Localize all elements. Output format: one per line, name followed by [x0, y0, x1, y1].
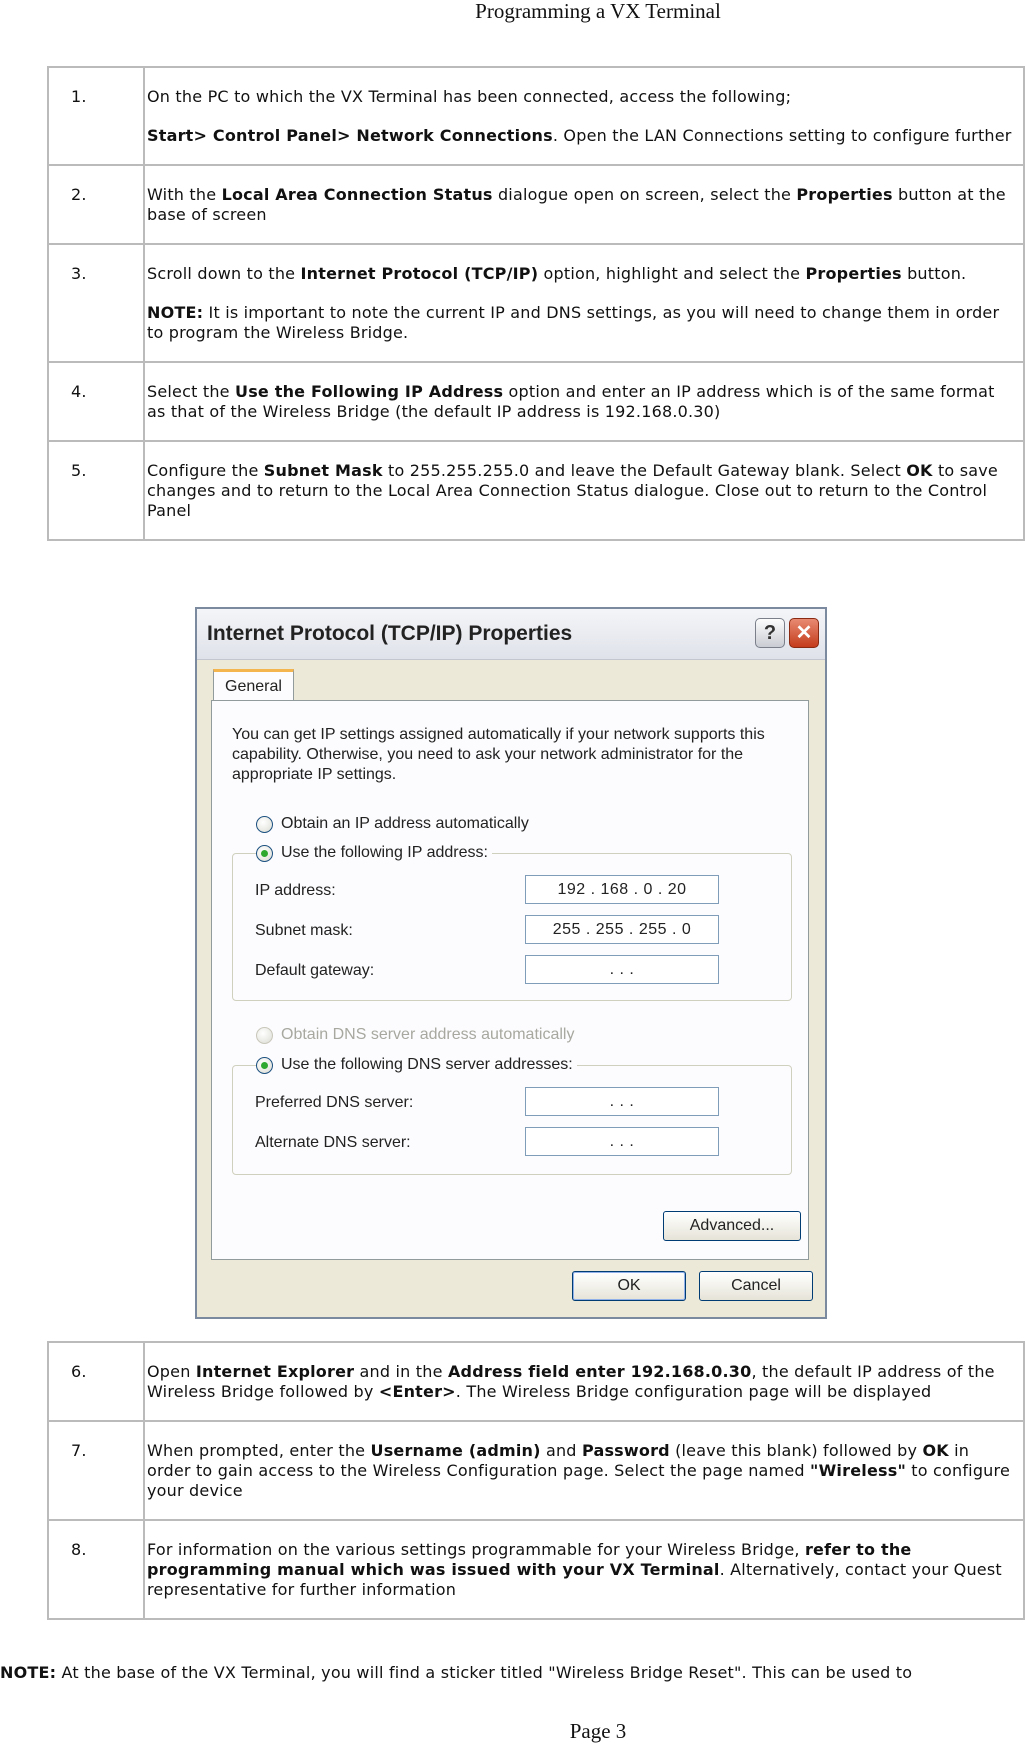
- step-text: [144, 362, 1024, 441]
- step-text: [144, 67, 1024, 165]
- preferred-dns-field[interactable]: . . .: [525, 1087, 719, 1116]
- intro-text: You can get IP settings assigned automatically if your network supports this capability. Otherwise, you need to ask your network administrator for the appropriate IP settings.: [232, 726, 765, 783]
- text-run: When prompted, enter the: [147, 1441, 371, 1460]
- bold-text: Password: [581, 1441, 670, 1460]
- bold-text: Use the Following IP Address: [235, 382, 504, 401]
- ip-address-field[interactable]: 192 . 168 . 0 . 20: [525, 875, 719, 904]
- cancel-button[interactable]: Cancel: [699, 1271, 813, 1301]
- text-run: to save changes and to return to the Local Area Connection Status dialogue. Close out to return to the Control Panel: [147, 461, 998, 520]
- default-gateway-label: Default gateway:: [255, 962, 375, 979]
- text-run: , the default IP address of the Wireless Bridge followed by: [147, 1362, 995, 1401]
- preferred-dns-label: Preferred DNS server:: [255, 1094, 414, 1111]
- text-run: (leave this blank) followed by: [669, 1441, 923, 1460]
- text-run: and in the: [354, 1362, 448, 1381]
- step-text: [144, 1342, 1024, 1421]
- text-run: Scroll down to the: [147, 264, 301, 283]
- bold-text: Properties: [805, 264, 902, 283]
- step-text: [144, 1421, 1024, 1520]
- bold-text: Start> Control Panel> Network Connections: [147, 126, 553, 145]
- bold-text: Properties: [796, 185, 893, 204]
- radio-circle-checked[interactable]: [256, 1057, 273, 1074]
- step-text: [144, 441, 1024, 540]
- help-button[interactable]: ?: [755, 618, 785, 648]
- step-number: 7.: [48, 1421, 144, 1520]
- text-run: On the PC to which the VX Terminal has been connected, access the following;: [147, 87, 792, 106]
- text-run: . Open the LAN Connections setting to configure further: [552, 126, 1012, 145]
- step-paragraph: [147, 185, 1017, 225]
- table-row: [48, 67, 1024, 165]
- page-number: Page 3: [569, 1719, 627, 1743]
- step-number: 2.: [48, 165, 144, 244]
- step-number: 3.: [48, 244, 144, 362]
- radio-circle-disabled[interactable]: [256, 1027, 273, 1044]
- table-row: [48, 441, 1024, 540]
- dns-groupbox: [232, 1065, 792, 1175]
- default-gateway-field[interactable]: . . .: [525, 955, 719, 984]
- step-paragraph: [147, 126, 1017, 146]
- step-number: 8.: [48, 1520, 144, 1619]
- obtain-ip-radio[interactable]: [256, 814, 529, 834]
- note-text: At the base of the VX Terminal, you will find a sticker titled "Wireless Bridge Reset". This can be used to: [56, 1663, 913, 1682]
- step-paragraph: [147, 1540, 1017, 1600]
- radio-circle-checked[interactable]: [256, 845, 273, 862]
- bold-text: Subnet Mask: [263, 461, 383, 480]
- text-run: dialogue open on screen, select the: [492, 185, 797, 204]
- text-run: to configure your device: [147, 1461, 1010, 1500]
- step-text: [144, 244, 1024, 362]
- bold-text: Internet Protocol (TCP/IP): [300, 264, 539, 283]
- text-run: . The Wireless Bridge configuration page will be displayed: [455, 1382, 932, 1401]
- bold-text: OK: [906, 461, 933, 480]
- text-run: button at the base of screen: [147, 185, 1006, 224]
- subnet-mask-field[interactable]: 255 . 255 . 255 . 0: [525, 915, 719, 944]
- use-dns-label: Use the following DNS server addresses:: [281, 1056, 573, 1073]
- text-run: Open: [147, 1362, 196, 1381]
- step-number: 1.: [48, 67, 144, 165]
- table-row: [48, 1342, 1024, 1421]
- table-row: [48, 1520, 1024, 1619]
- alternate-dns-field[interactable]: . . .: [525, 1127, 719, 1156]
- text-run: Configure the: [147, 461, 264, 480]
- bold-text: Local Area Connection Status: [221, 185, 493, 204]
- page-header: Programming a VX Terminal: [475, 0, 721, 23]
- note-label: NOTE:: [0, 1663, 57, 1682]
- text-run: in order to gain access to the Wireless Configuration page. Select the page named: [147, 1441, 970, 1480]
- step-number: 6.: [48, 1342, 144, 1421]
- steps-table-body: [48, 1342, 1024, 1619]
- use-ip-label: Use the following IP address:: [281, 844, 488, 861]
- steps-table-1: [47, 66, 1025, 541]
- obtain-dns-radio[interactable]: [256, 1025, 574, 1045]
- use-ip-radio[interactable]: [256, 843, 492, 863]
- text-run: . Alternatively, contact your Quest representative for further information: [147, 1560, 1002, 1599]
- step-paragraph: [147, 1441, 1017, 1501]
- step-paragraph: [147, 382, 1017, 422]
- steps-table-2: [47, 1341, 1025, 1620]
- table-row: [48, 362, 1024, 441]
- bold-text: Username (admin): [370, 1441, 541, 1460]
- step-paragraph: [147, 1362, 1017, 1402]
- step-paragraph: [147, 264, 1017, 284]
- table-row: [48, 165, 1024, 244]
- text-run: and: [540, 1441, 582, 1460]
- step-number: 4.: [48, 362, 144, 441]
- tab-strip: [209, 667, 813, 701]
- bold-text: OK: [922, 1441, 949, 1460]
- text-run: to 255.255.255.0 and leave the Default Gateway blank. Select: [382, 461, 907, 480]
- use-dns-radio[interactable]: [256, 1055, 577, 1075]
- tab-general[interactable]: General: [213, 669, 294, 703]
- obtain-ip-label: Obtain an IP address automatically: [281, 815, 529, 832]
- step-text: [144, 165, 1024, 244]
- bold-text: "Wireless": [810, 1461, 906, 1480]
- close-button[interactable]: ✕: [789, 618, 819, 648]
- ip-groupbox: [232, 853, 792, 1001]
- bold-text: Address field enter 192.168.0.30: [447, 1362, 752, 1381]
- text-run: option and enter an IP address which is of the same format as that of the Wireless Bridge (the default IP address is 192.168.0.30): [147, 382, 995, 421]
- text-run: For information on the various settings programmable for your Wireless Bridge,: [147, 1540, 805, 1559]
- subnet-mask-label: Subnet mask:: [255, 922, 353, 939]
- text-run: Select the: [147, 382, 235, 401]
- steps-table-body: [48, 67, 1024, 540]
- ok-button[interactable]: OK: [572, 1271, 686, 1301]
- step-paragraph: [147, 303, 1017, 343]
- table-row: [48, 1421, 1024, 1520]
- obtain-dns-label: Obtain DNS server address automatically: [281, 1026, 575, 1043]
- advanced-button[interactable]: Advanced...: [663, 1211, 801, 1241]
- bottom-note: [0, 1663, 912, 1683]
- bold-text: Internet Explorer: [195, 1362, 355, 1381]
- general-panel: [211, 700, 809, 1260]
- tcpip-properties-dialog: [195, 607, 827, 1319]
- step-number: 5.: [48, 441, 144, 540]
- bold-text: NOTE:: [147, 303, 204, 322]
- text-run: With the: [147, 185, 222, 204]
- text-run: button.: [901, 264, 967, 283]
- bold-text: refer to the programming manual which was issued with your VX Terminal: [147, 1540, 912, 1579]
- ip-address-label: IP address:: [255, 882, 336, 899]
- dialog-title: Internet Protocol (TCP/IP) Properties: [207, 622, 573, 645]
- alternate-dns-label: Alternate DNS server:: [255, 1134, 411, 1151]
- dialog-titlebar[interactable]: [197, 609, 825, 660]
- table-row: [48, 244, 1024, 362]
- step-text: [144, 1520, 1024, 1619]
- step-paragraph: [147, 461, 1017, 521]
- step-paragraph: [147, 87, 1017, 107]
- radio-circle[interactable]: [256, 816, 273, 833]
- text-run: option, highlight and select the: [538, 264, 806, 283]
- bold-text: <Enter>: [378, 1382, 456, 1401]
- text-run: It is important to note the current IP and DNS settings, as you will need to change them in order to program the Wireless Bridge.: [147, 303, 1000, 342]
